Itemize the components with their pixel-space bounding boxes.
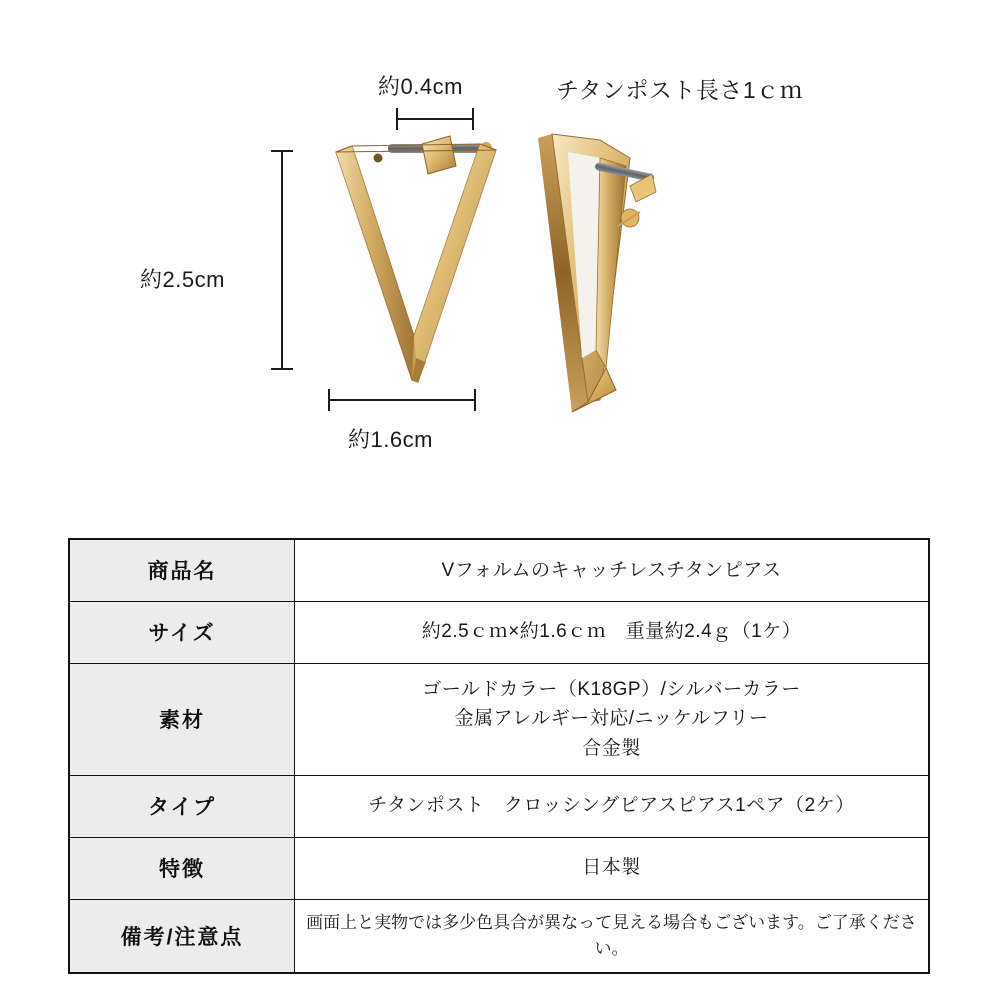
dimension-tick: [474, 389, 476, 411]
spec-value-line: 合金製: [582, 737, 641, 759]
spec-key: サイズ: [69, 601, 295, 663]
table-row: [69, 837, 929, 899]
dimension-line-width: [328, 399, 476, 401]
spec-value-line: 日本製: [582, 857, 641, 879]
table-row: [69, 775, 929, 837]
spec-key: 特徴: [69, 837, 295, 899]
label-width: 約1.6cm: [348, 427, 433, 452]
spec-key: タイプ: [69, 775, 295, 837]
spec-value: [295, 663, 930, 775]
spec-key: 備考/注意点: [69, 899, 295, 973]
table-row: [69, 539, 929, 601]
spec-value-line: 約2.5ｃｍ×約1.6ｃｍ 重量約2.4ｇ（1ケ）: [421, 621, 802, 643]
dimension-tick: [328, 389, 330, 411]
spec-value-line: ゴールドカラー（K18GP）/シルバーカラー: [422, 678, 801, 700]
table-row: [69, 899, 929, 973]
dimension-line-top-width: [396, 118, 474, 120]
dimension-line-height: [281, 150, 283, 370]
specification-table: [68, 538, 930, 974]
dimension-tick: [472, 108, 474, 130]
dimension-tick: [396, 108, 398, 130]
label-top-width: 約0.4cm: [378, 74, 463, 99]
earring-right: [538, 134, 656, 412]
spec-table-body: [69, 539, 929, 973]
label-height: 約2.5cm: [140, 267, 225, 292]
table-row: [69, 601, 929, 663]
spec-value: [295, 539, 930, 601]
spec-value-line: 金属アレルギー対応/ニッケルフリー: [454, 708, 769, 730]
spec-value-line: 画面上と実物では多少色具合が異なって見える場合もございます。ご了承ください。: [306, 912, 917, 958]
table-row: [69, 663, 929, 775]
spec-value-line: チタンポスト クロッシングピアスピアス1ペア（2ケ）: [368, 795, 855, 817]
clasp-left: [374, 136, 457, 174]
label-post-length: チタンポスト長さ1ｃｍ: [556, 77, 804, 103]
spec-value: [295, 775, 930, 837]
spec-key: 商品名: [69, 539, 295, 601]
dimension-tick: [271, 368, 293, 370]
earrings-illustration: [300, 100, 720, 430]
spec-value: [295, 899, 930, 973]
spec-value-line: Vフォルムのキャッチレスチタンピアス: [441, 559, 782, 581]
spec-value: [295, 601, 930, 663]
spec-value: [295, 837, 930, 899]
spec-key: 素材: [69, 663, 295, 775]
dimension-tick: [271, 150, 293, 152]
